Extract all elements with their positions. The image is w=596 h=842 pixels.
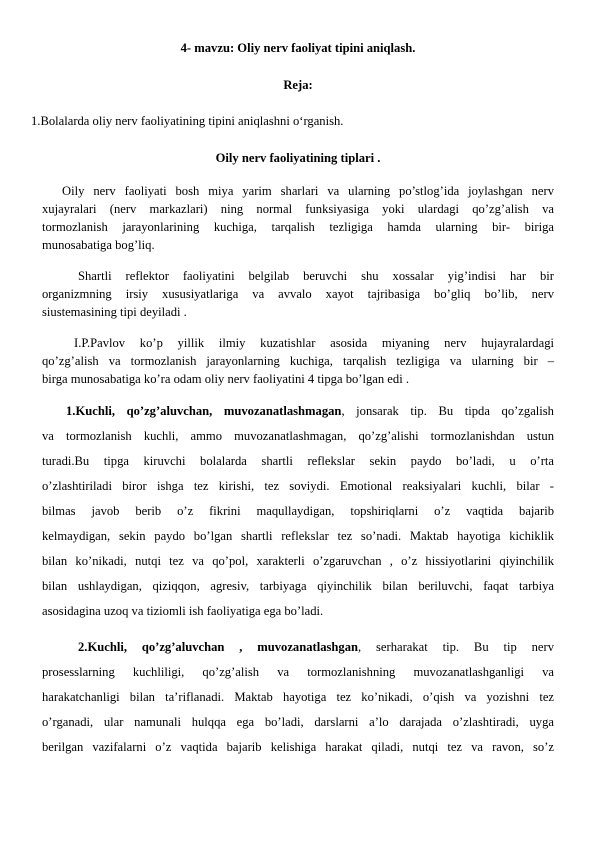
para4-line: va tormozlanish kuchli, ammo muvozanatlashmagan, qo’zg’alishi tormozlanishdan ustun (42, 429, 554, 443)
para5-bold-lead: 2.Kuchli, qo’zg’aluvchan , muvozanatlashgan (78, 640, 359, 654)
para1-line: munosabatiga bog’liq. (42, 238, 155, 252)
para4-first-line (66, 403, 554, 419)
para5-line: prosesslarning kuchliligi, qo’zg’alish va tormozlanishning muvozanatlashganligi va (42, 665, 554, 679)
para2-line: organizmning irsiy xususiyatlariga va avvalo xayot tajribasiga bo’gliq bo’lib, nerv (42, 287, 554, 301)
para4-line: asosidagina uzoq va tiziomli ish faoliyatiga ega bo’ladi. (42, 604, 324, 618)
para2-line: siustemasining tipi deyiladi . (42, 305, 187, 319)
para1-line: Oily nerv faoliyati bosh miya yarim sharlari va ularning po’stlog’ida joylashgan nerv (62, 184, 554, 198)
para4-line: turadi.Bu tipga kiruvchi bolalarda shartli reflekslar sekin paydo bo’ladi, u o’rta (42, 454, 554, 468)
para4-first-rest: , jonsarak tip. Bu tipda qo’zgalish (341, 404, 554, 418)
plan-item: 1.Bolalarda oliy nerv faoliyatining tipini aniqlashni o‘rganish. (31, 114, 344, 128)
para5-line: harakatchanligi bilan ta’riflanadi. Maktab hayotiga tez ko’nikadi, o’qish va yozishni tez (42, 690, 554, 704)
para4-line: kelmaydigan, sekin paydo bo’lgan shartli reflekslar tez so’nadi. Maktab hayotiga kichiklik (42, 529, 554, 543)
para5-first-line (78, 639, 554, 655)
para1-line: xujayralari (nerv markazlari) ning normal funksiyasiga yoki ulardagi qo’zg’alish va (42, 202, 554, 216)
para4-line: bilan ushlaydigan, qiziqqon, agresiv, tarbiyaga qiyinchilik bilan beriluvchi, faqat tarbiya (42, 579, 554, 593)
para4-bold-lead: 1.Kuchli, qo’zg’aluvchan, muvozanatlashmagan (66, 404, 342, 418)
section-heading: Oily nerv faoliyatining tiplari . (215, 151, 381, 165)
para5-line: berilgan vazifalarni o’z vaqtida bajarib kelishiga harakat qiladi, nutqi tez va ravon, so’z (42, 740, 554, 754)
para5-line: o’rganadi, ular namunali hulqqa ega bo’ladi, darslarni a’lo darajada o’zlashtiradi, uyga (42, 715, 554, 729)
para1-line: tormozlanish jarayonlarining kuchiga, tarqalish tezligiga hamda ularning bir- biriga (42, 220, 554, 234)
para4-line: bilan ko’nikadi, nutqi tez va qo’pol, xarakterli o’zgaruvchan , o’z hissiyotlarini qiyinchilik (42, 554, 554, 568)
para3-line: qo’zg’alish va tormozlanish jarayonlarning kuchiga, tarqalish tezligiga va ularning bir – (42, 354, 554, 368)
para4-line: bilmas javob berib o’z fikrini maqullaydigan, topshiriqlarni o’z vaqtida bajarib (42, 504, 554, 518)
para2-line: Shartli reflektor faoliyatini belgilab beruvchi shu xossalar yig’indisi har bir (78, 269, 554, 283)
plan-heading: Reja: (283, 78, 313, 92)
para3-line: I.P.Pavlov ko’p yillik ilmiy kuzatishlar asosida miyaning nerv hujayralardagi (74, 336, 554, 350)
para4-line: o’zlashtiriladi biror ishga tez kirishi, tez soviydi. Emotional reaksiyalari kuchli, bilar - (42, 479, 554, 493)
para5-first-rest: , serharakat tip. Bu tip nerv (358, 640, 554, 654)
para3-line: birga munosabatiga ko’ra odam oliy nerv faoliyatini 4 tipga bo’lgan edi . (42, 372, 409, 386)
page-title: 4- mavzu: Oliy nerv faoliyat tipini aniqlash. (180, 41, 416, 55)
